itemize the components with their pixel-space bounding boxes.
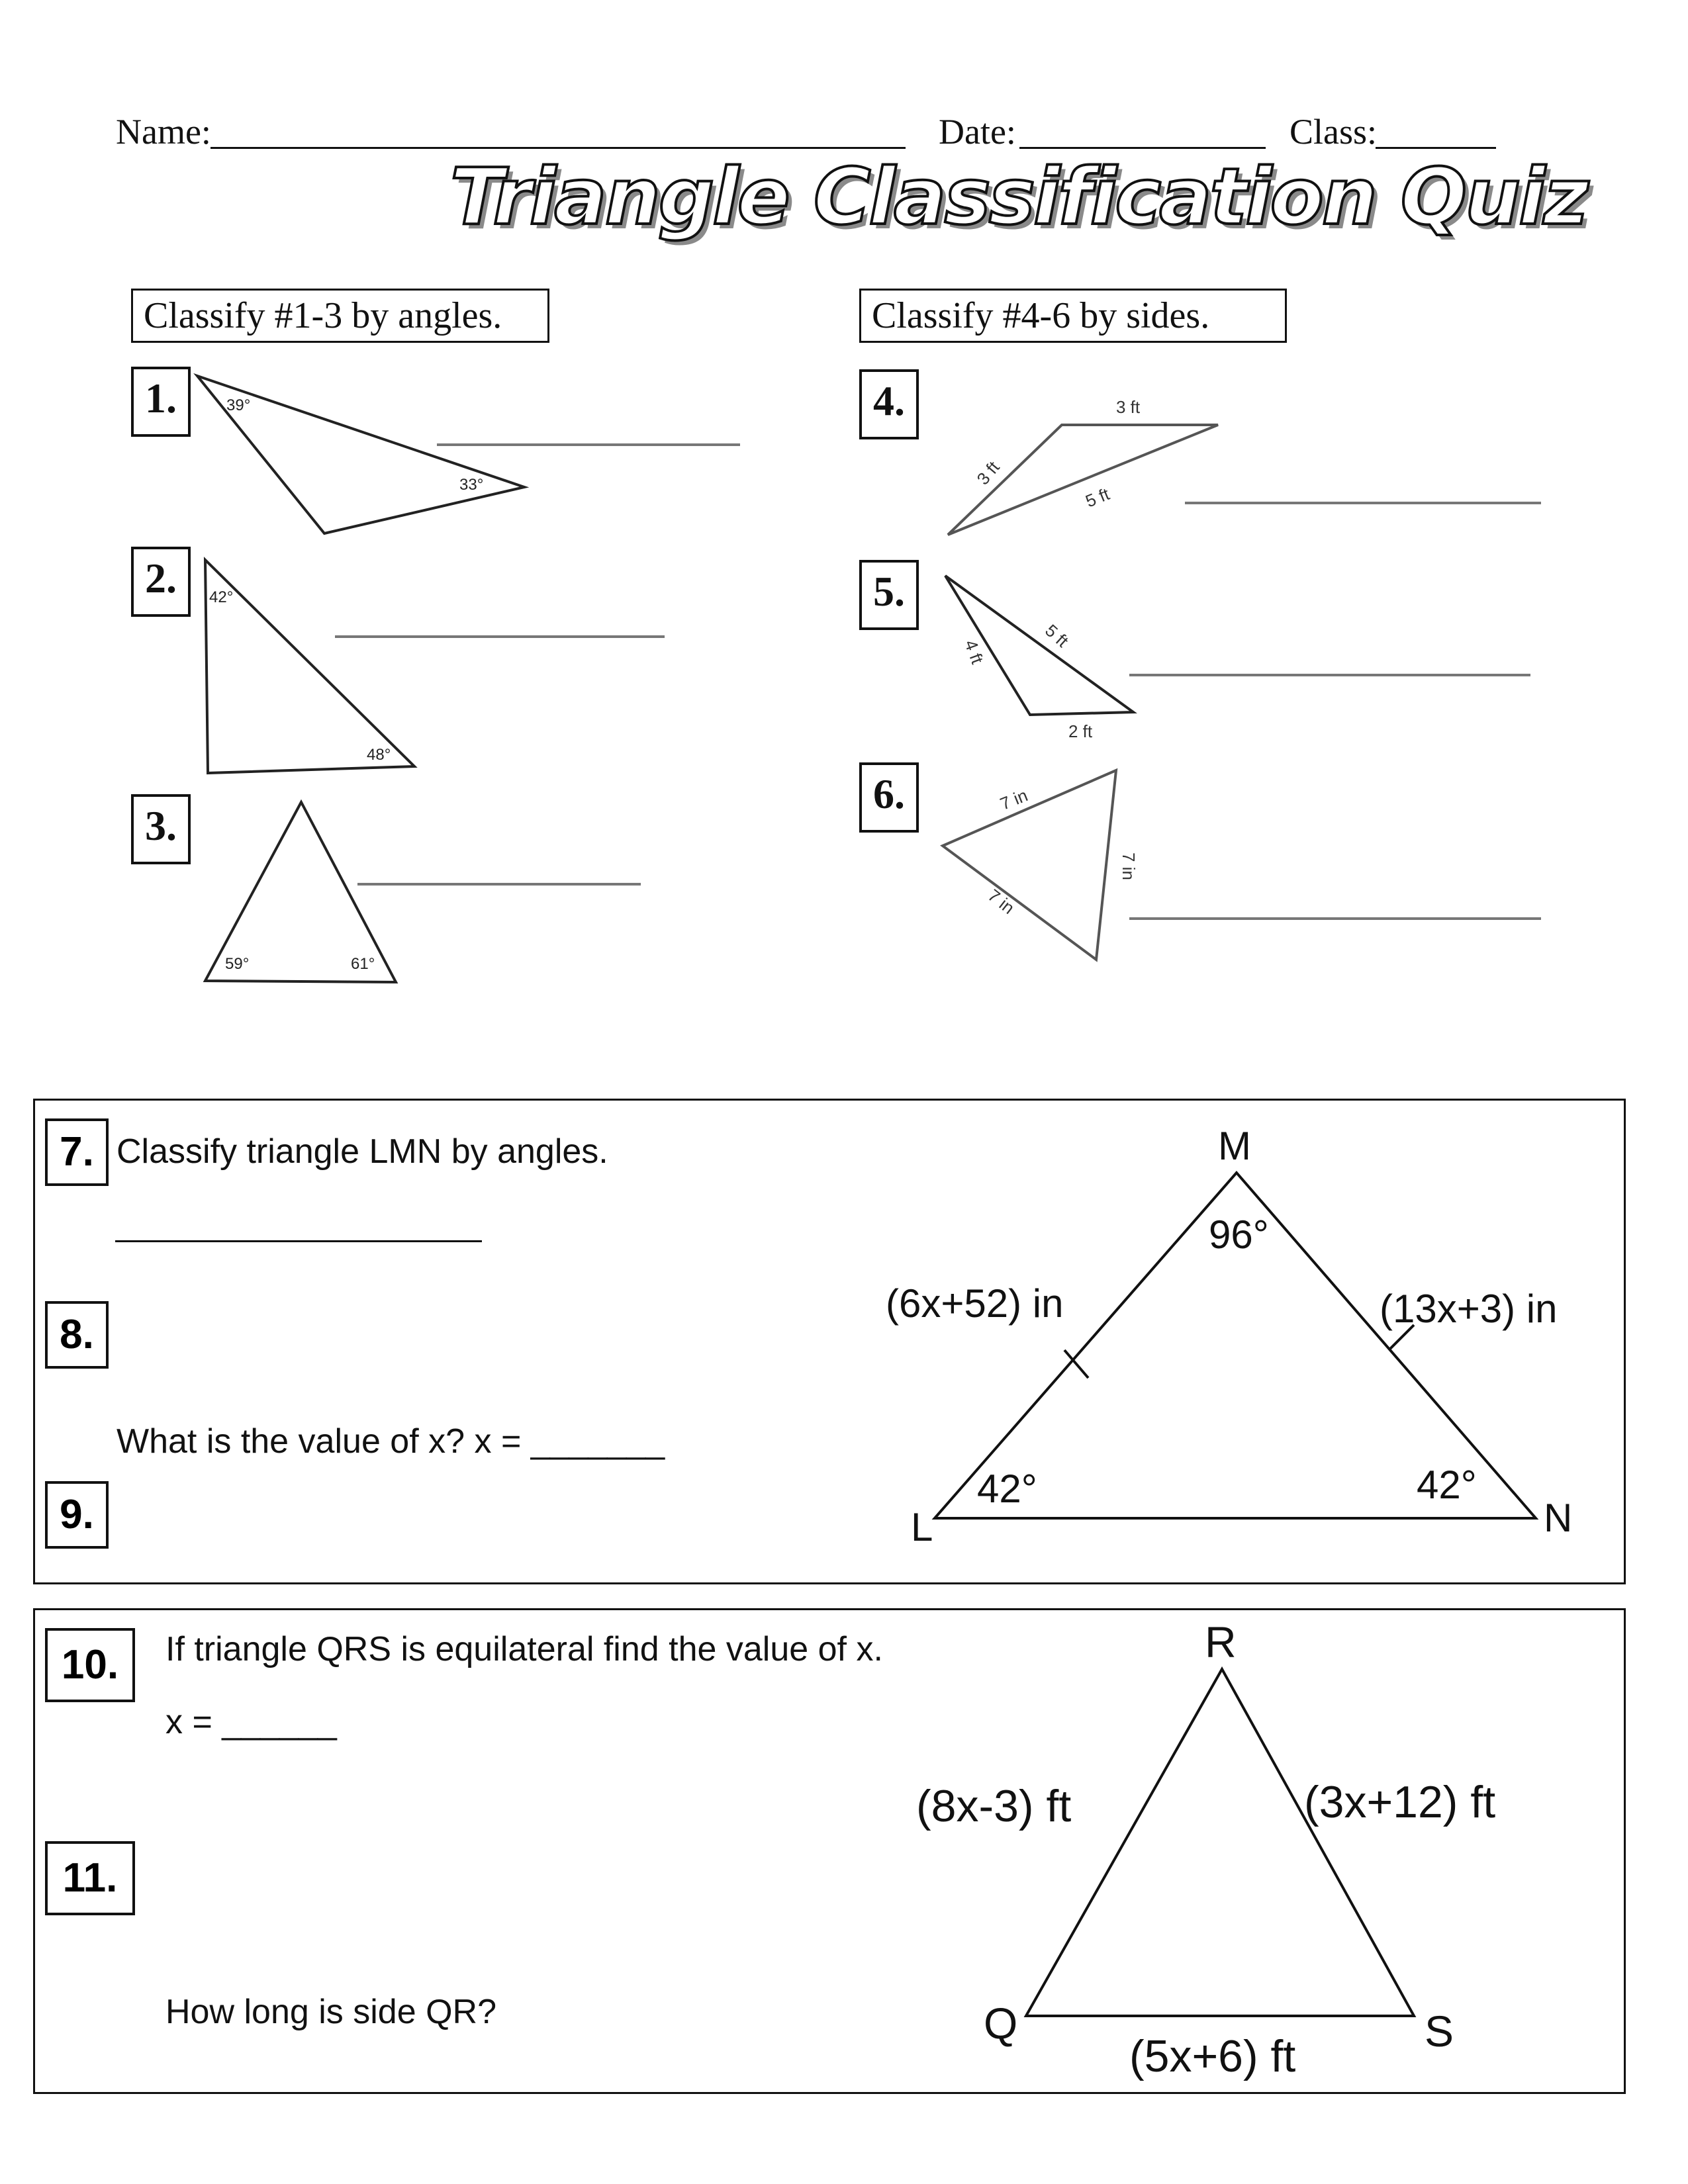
sides-instruction: Classify #4-6 by sides. bbox=[859, 289, 1287, 343]
triangle-2-angle-b: 48° bbox=[367, 746, 391, 764]
triangle-1-angle-b: 33° bbox=[459, 476, 484, 494]
triangle-2-shape bbox=[205, 560, 414, 773]
question-7-number: 7. bbox=[45, 1118, 109, 1186]
question-11-text: How long is side QR? bbox=[165, 1993, 496, 2031]
vertex-q-label: Q bbox=[984, 1999, 1018, 2048]
triangle-4-side-top: 3 ft bbox=[1116, 397, 1141, 417]
triangle-qrs-shape bbox=[1026, 1669, 1414, 2016]
angle-m-label: 96° bbox=[1209, 1212, 1269, 1257]
vertex-s-label: S bbox=[1425, 2007, 1454, 2056]
side-rs-label: (3x+12) ft bbox=[1304, 1777, 1496, 1827]
angle-l-label: 42° bbox=[977, 1467, 1037, 1511]
triangle-3-angle-a: 59° bbox=[225, 955, 250, 973]
triangle-6-shape bbox=[943, 770, 1116, 960]
triangle-1-angle-a: 39° bbox=[226, 396, 251, 414]
problem-3-number: 3. bbox=[131, 794, 191, 864]
date-label: Date: bbox=[939, 112, 1016, 152]
problem-4-number: 4. bbox=[859, 369, 919, 439]
triangle-figures bbox=[0, 0, 1688, 1026]
angle-n-label: 42° bbox=[1417, 1463, 1477, 1507]
question-8-number: 8. bbox=[45, 1301, 109, 1369]
vertex-r-label: R bbox=[1205, 1617, 1237, 1666]
page-title: Triangle Classification Quiz bbox=[450, 151, 1587, 242]
problem-5-number: 5. bbox=[859, 560, 919, 630]
side-mn-label: (13x+3) in bbox=[1380, 1287, 1558, 1331]
question-8-text: What is the value of x? x = _______ bbox=[117, 1422, 665, 1461]
vertex-m-label: M bbox=[1218, 1124, 1251, 1168]
answer-7-blank[interactable] bbox=[115, 1240, 482, 1242]
problem-2-number: 2. bbox=[131, 547, 191, 617]
problem-6-number: 6. bbox=[859, 762, 919, 833]
triangle-6-side-right: 7 in bbox=[1119, 852, 1139, 880]
triangle-qrs-diagram bbox=[914, 1615, 1575, 2091]
triangle-4-side-long: 5 ft bbox=[1082, 484, 1113, 512]
side-qs-label: (5x+6) ft bbox=[1129, 2031, 1296, 2081]
question-11-number: 11. bbox=[45, 1841, 135, 1915]
triangle-5-side-left: 4 ft bbox=[961, 637, 988, 667]
triangle-lmn-diagram bbox=[861, 1112, 1615, 1575]
vertex-l-label: L bbox=[911, 1505, 933, 1549]
angles-instruction: Classify #1-3 by angles. bbox=[131, 289, 549, 343]
question-7-text: Classify triangle LMN by angles. bbox=[117, 1132, 608, 1171]
question-9-number: 9. bbox=[45, 1481, 109, 1549]
side-lm-label: (6x+52) in bbox=[886, 1281, 1064, 1326]
question-10-answer[interactable]: x = ______ bbox=[165, 1703, 337, 1741]
name-label: Name: bbox=[116, 112, 211, 152]
class-label: Class: bbox=[1289, 112, 1378, 152]
side-qr-label: (8x-3) ft bbox=[916, 1781, 1072, 1831]
triangle-2-angle-a: 42° bbox=[209, 588, 234, 606]
triangle-3-angle-b: 61° bbox=[351, 955, 375, 973]
triangle-4-side-left: 3 ft bbox=[972, 457, 1004, 489]
question-10-number: 10. bbox=[45, 1628, 135, 1702]
triangle-6-side-bottom: 7 in bbox=[984, 885, 1019, 918]
problem-1-number: 1. bbox=[131, 367, 191, 437]
vertex-n-label: N bbox=[1544, 1496, 1573, 1540]
triangle-5-side-bottom: 2 ft bbox=[1068, 721, 1093, 741]
question-10-text: If triangle QRS is equilateral find the value of x. bbox=[165, 1630, 883, 1668]
triangle-6-side-top: 7 in bbox=[997, 785, 1031, 814]
triangle-5-side-long: 5 ft bbox=[1041, 620, 1073, 651]
